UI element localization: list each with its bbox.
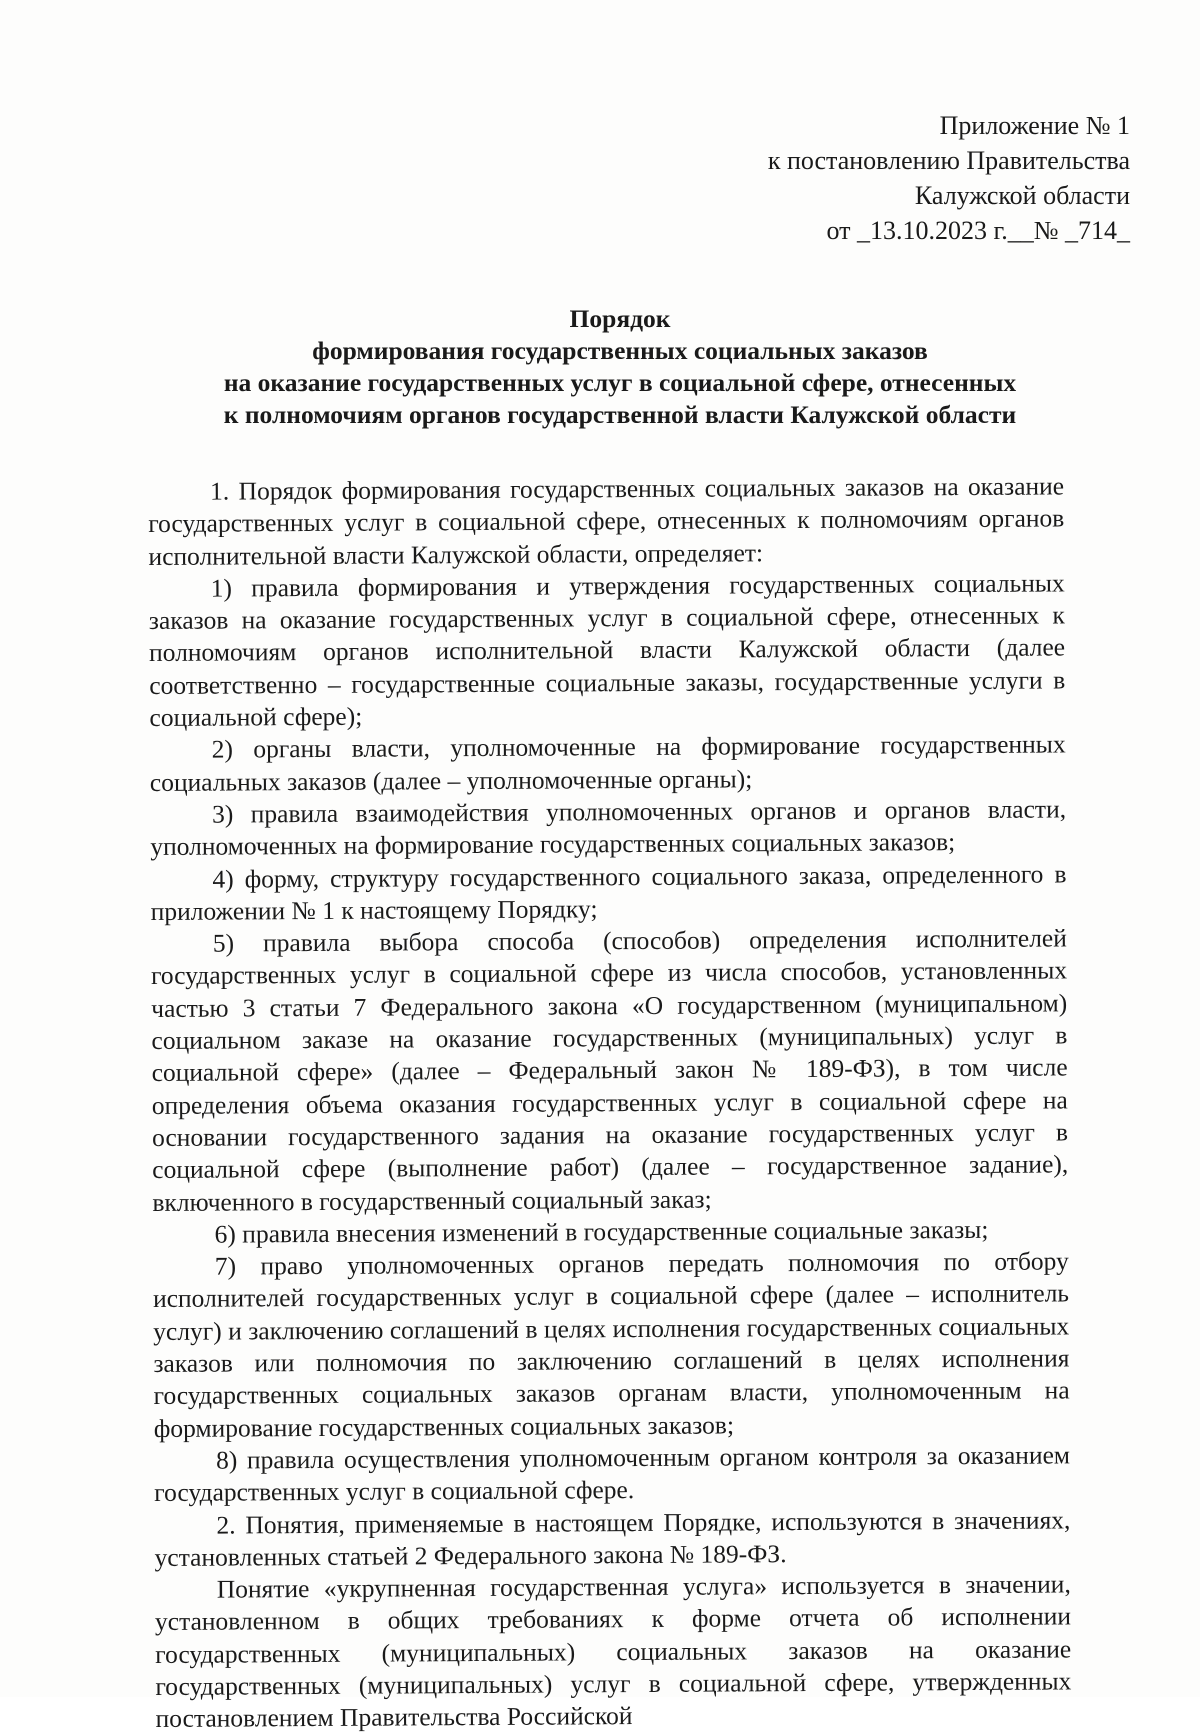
paragraph-item-5: 5) правила выбора способа (способов) определения исполнителей государственных услуг в социальной сфере из числа способов, установленных частью 3 статьи 7 Федерального закона «О государственном (муниципальном) социальном заказе на оказание государственных (муниципальных) услуг в социальной сфере» (далее – Федеральный закон № 189-ФЗ), в том числе определения объема оказания государственных услуг в социальной сфере на основании государственного задания на оказание государственных услуг в социальной сфере (выполнение работ) (далее – государственное задание), включенного в государственный социальный заказ;	[150, 923, 1069, 1217]
document-title	[150, 303, 1090, 431]
paragraph-item-6: 6) правила внесения изменений в государственные социальные заказы;	[214, 1214, 989, 1249]
paragraph-concept: Понятие «укрупненная государственная услуга» используется в значении, установленном в общих требованиях к форме отчета об исполнении государственных (муниципальных) социальных заказов на оказание государственных (муниципальных) услуг в социальной сфере, утвержденных постановлением Правительства Российской	[154, 1569, 1072, 1734]
title-line-1: Порядок	[569, 304, 671, 333]
paragraph-item-4: 4) форму, структуру государственного социального заказа, определенного в приложении № 1 к настоящему Порядку;	[150, 858, 1067, 926]
appendix-resolution-ref: к постановлению Правительства	[767, 146, 1130, 175]
appendix-region: Калужской области	[914, 181, 1130, 210]
title-line-3: на оказание государственных услуг в социальной сфере, отнесенных	[223, 368, 1017, 397]
paragraph-item-2: 2) органы власти, уполномоченные на формирование государственных социальных заказов (далее – уполномоченные органы);	[149, 729, 1066, 797]
paragraph-item-7: 7) право уполномоченных органов передать полномочия по отбору исполнителей государственных услуг в социальной сфере (далее – исполнитель услуг) и заключению соглашений в целях исполнения государственных социальных заказов или полномочия по заключению соглашений в целях исполнения государственных социальных заказов органам власти, уполномоченным на формирование государственных социальных заказов;	[152, 1246, 1070, 1443]
paragraph-2: 2. Понятия, применяемые в настоящем Порядке, используются в значениях, установленных статьей 2 Федерального закона № 189-ФЗ.	[154, 1504, 1071, 1572]
paragraph-item-1: 1) правила формирования и утверждения государственных социальных заказов на оказание государственных услуг в социальной сфере, отнесенных к полномочиям органов исполнительной власти Калужской области (далее соответственно – государственные социальные заказы, государственные услуги в социальной сфере);	[148, 568, 1066, 733]
appendix-number: Приложение № 1	[939, 111, 1130, 140]
title-line-4: к полномочиям органов государственной власти Калужской области	[223, 400, 1017, 429]
appendix-date-number: от _13.10.2023 г.__№ _714_	[826, 216, 1130, 245]
appendix-header	[768, 108, 1130, 248]
paragraph-item-8: 8) правила осуществления уполномоченным органом контроля за оказанием государственных услуг в социальной сфере.	[154, 1440, 1071, 1508]
paragraph-1: 1. Порядок формирования государственных социальных заказов на оказание государственных услуг в социальной сфере, отнесенных к полномочиям органов исполнительной власти Калужской области, определяет:	[148, 471, 1065, 571]
title-line-2: формирования государственных социальных заказов	[312, 336, 928, 365]
paragraph-item-3: 3) правила взаимодействия уполномоченных органов и органов власти, уполномоченных на формирование государственных социальных заказов;	[150, 794, 1067, 862]
document-body	[148, 470, 1072, 1735]
